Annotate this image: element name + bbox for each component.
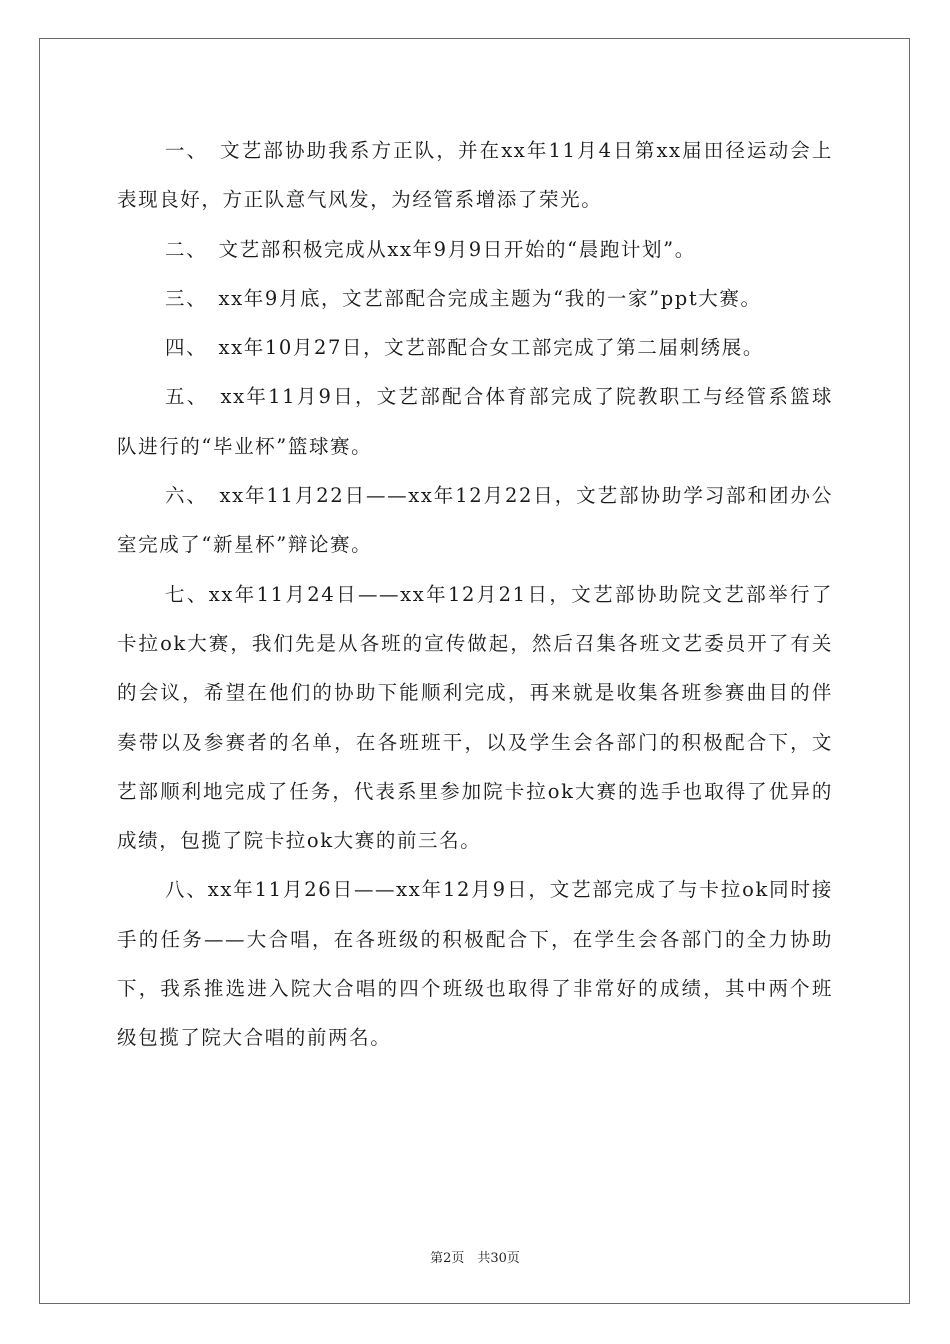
paragraph-4: 四、 xx年10月27日，文艺部配合女工部完成了第二届刺绣展。 (165, 336, 764, 360)
page-number-footer: 第2页 共30页 (430, 1251, 520, 1266)
paragraph-1: 一、 文艺部协助我系方正队，并在xx年11月4日第xx届田径运动会上表现良好，方正队意气风发，为经管系增添了荣光。 (117, 139, 833, 212)
document-body (117, 126, 833, 1063)
paragraph-2: 二、 文艺部积极完成从xx年9月9日开始的“晨跑计划”。 (165, 237, 696, 261)
paragraph-5: 五、 xx年11月9日，文艺部配合体育部完成了院教职工与经管系篮球队进行的“毕业杯”篮球赛。 (117, 385, 833, 458)
paragraph-7: 七、xx年11月24日——xx年12月21日，文艺部协助院文艺部举行了卡拉ok大赛，我们先是从各班的宣传做起，然后召集各班文艺委员开了有关的会议，希望在他们的协助下能顺利完成，再来就是收集各班参赛曲目的伴奏带以及参赛者的名单，在各班班干，以及学生会各部门的积极配合下，文艺部顺利地完成了任务，代表系里参加院卡拉ok大赛的选手也取得了优异的成绩，包揽了院卡拉ok大赛的前三名。 (117, 582, 833, 853)
paragraph-3: 三、 xx年9月底，文艺部配合完成主题为“我的一家”ppt大赛。 (165, 286, 762, 310)
paragraph-6: 六、 xx年11月22日——xx年12月22日，文艺部协助学习部和团办公室完成了“新星杯”辩论赛。 (117, 484, 833, 557)
paragraph-8: 八、xx年11月26日——xx年12月9日，文艺部完成了与卡拉ok同时接手的任务——大合唱，在各班级的积极配合下，在学生会各部门的全力协助下，我系推选进入院大合唱的四个班级也取得了非常好的成绩，其中两个班级包揽了院大合唱的前两名。 (117, 878, 833, 1050)
